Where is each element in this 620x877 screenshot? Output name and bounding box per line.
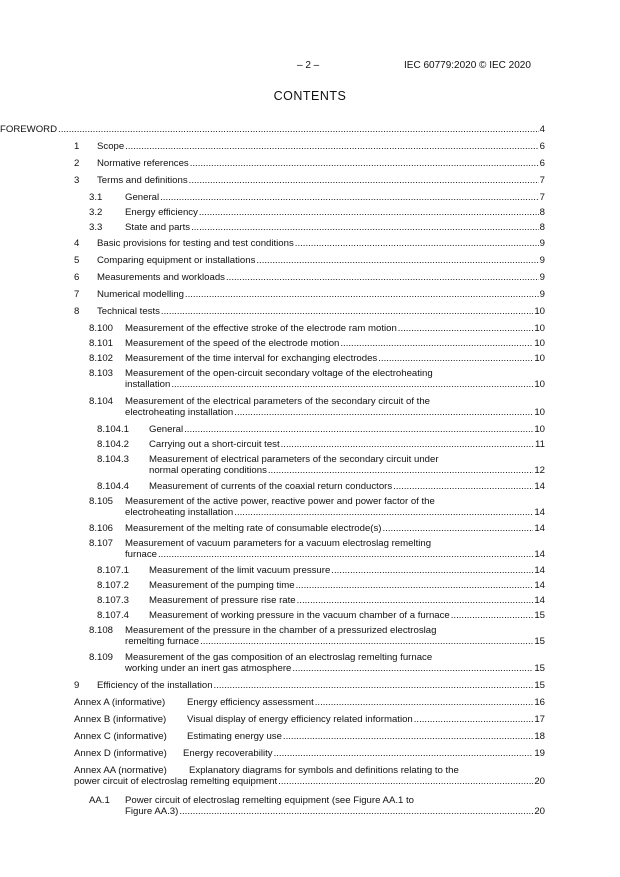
toc-entry-number: 8.100 xyxy=(89,323,114,334)
dot-leader xyxy=(296,580,534,591)
dot-leader xyxy=(398,323,534,334)
dot-leader xyxy=(393,481,533,492)
toc-entry-number: AA.1 xyxy=(89,795,110,806)
toc-entry-page: 14 xyxy=(534,481,545,492)
toc-entry-number: 8.104.3 xyxy=(97,454,130,465)
toc-entry-title: Measurement of the speed of the electrode motion xyxy=(125,338,340,349)
toc-entry-page: 17 xyxy=(534,714,545,725)
toc-entry-number: Annex A (informative) xyxy=(74,697,166,708)
toc-entry-number: 5 xyxy=(74,255,80,266)
toc-entry-title: Measurement of electrical parameters of the secondary circuit under xyxy=(149,454,439,465)
dot-leader xyxy=(414,714,534,725)
toc-entry-title: Measurement of the limit vacuum pressure xyxy=(149,565,331,576)
toc-entry-title: Efficiency of the installation xyxy=(97,680,213,691)
dot-leader xyxy=(158,549,533,560)
toc-entry-number: 8.101 xyxy=(89,338,114,349)
toc-entry-title: Measurement of the pressure in the chamber of a pressurized electroslag xyxy=(125,625,437,636)
toc-entry-number: 7 xyxy=(74,289,80,300)
toc-entry-page: 8 xyxy=(539,207,545,218)
toc-entry-number: 8.107 xyxy=(89,538,114,549)
toc-entry-title: installation xyxy=(125,379,171,391)
dot-leader xyxy=(190,158,539,169)
dot-leader xyxy=(378,353,533,364)
dot-leader xyxy=(185,289,539,300)
toc-entry-number: 8.102 xyxy=(89,353,114,364)
toc-entry-page: 11 xyxy=(535,439,545,450)
toc-entry-title: Numerical modelling xyxy=(97,289,184,300)
toc-entry-title: Measurement of the melting rate of consumable electrode(s) xyxy=(125,523,382,534)
dot-leader xyxy=(281,439,534,450)
dot-leader xyxy=(234,407,533,418)
toc-entry-number: 3.1 xyxy=(89,192,103,203)
toc-entry-number: 8.106 xyxy=(89,523,114,534)
toc-entry-page: 16 xyxy=(534,697,545,708)
toc-entry-title: State and parts xyxy=(125,222,191,233)
toc-entry-title: Measurement of the time interval for exchanging electrodes xyxy=(125,353,378,364)
toc-entry-title: Explanatory diagrams for symbols and definitions relating to the xyxy=(189,765,459,776)
toc-entry-title: Measurement of the electrical parameters of the secondary circuit of the xyxy=(125,396,431,407)
toc-entry-page: 14 xyxy=(534,523,545,534)
toc-entry-number: Annex D (informative) xyxy=(74,748,167,759)
toc-entry-title: Energy efficiency xyxy=(125,207,198,218)
toc-entry-number: 8.103 xyxy=(89,368,114,379)
toc-entry-page: 10 xyxy=(534,338,545,349)
toc-entry-page: 14 xyxy=(534,580,545,591)
toc-entry-page: 10 xyxy=(534,424,545,435)
toc-entry-page: 7 xyxy=(539,175,545,186)
toc-entry-page: 9 xyxy=(539,289,545,300)
toc-entry-number: 8 xyxy=(74,306,80,317)
toc-entry-title: Comparing equipment or installations xyxy=(97,255,256,266)
toc-entry-title: power circuit of electroslag remelting equipment xyxy=(74,776,278,788)
toc-entry-title: Basic provisions for testing and test conditions xyxy=(97,238,294,249)
toc-entry-number: 3.2 xyxy=(89,207,103,218)
toc-entry-title: Measurement of the effective stroke of the electrode ram motion xyxy=(125,323,397,334)
dot-leader xyxy=(297,595,534,606)
toc-entry-page: 6 xyxy=(539,158,545,169)
toc-entry-page: 9 xyxy=(539,238,545,249)
toc-entry-title: Terms and definitions xyxy=(97,175,188,186)
toc-entry-title: FOREWORD xyxy=(0,124,58,135)
toc-entry-page: 10 xyxy=(534,407,545,419)
toc-entry-title: Measurement of the pumping time xyxy=(149,580,295,591)
toc-entry-number: 3.3 xyxy=(89,222,103,233)
toc-entry-page: 20 xyxy=(534,776,545,788)
toc-entry-title: Measurements and workloads xyxy=(97,272,225,283)
toc-entry-number: Annex B (informative) xyxy=(74,714,167,725)
toc-entry-title: Visual display of energy efficiency related information xyxy=(187,714,413,725)
dot-leader xyxy=(331,565,533,576)
dot-leader xyxy=(160,192,539,203)
dot-leader xyxy=(234,507,533,518)
toc-entry-page: 15 xyxy=(534,680,545,691)
toc-entry-number: 9 xyxy=(74,680,80,691)
toc-entry-page: 18 xyxy=(534,731,545,742)
dot-leader xyxy=(340,338,533,349)
dot-leader xyxy=(383,523,534,534)
dot-leader xyxy=(125,141,538,152)
dot-leader xyxy=(58,124,539,135)
toc-entry-title: Measurement of working pressure in the vacuum chamber of a furnace xyxy=(149,610,450,621)
page-title: CONTENTS xyxy=(273,89,347,103)
toc-entry-title: working under an inert gas atmosphere xyxy=(125,663,292,675)
dot-leader xyxy=(184,424,533,435)
toc-entry-page: 10 xyxy=(534,353,545,364)
dot-leader xyxy=(295,238,539,249)
toc-entry-page: 15 xyxy=(534,610,545,621)
toc-entry-number: 8.107.1 xyxy=(97,565,130,576)
dot-leader xyxy=(274,748,534,759)
dot-leader xyxy=(214,680,534,691)
toc-entry-number: 8.107.3 xyxy=(97,595,130,606)
dot-leader xyxy=(161,306,533,317)
toc-entry-page: 10 xyxy=(534,306,545,317)
toc-entry-page: 14 xyxy=(534,595,545,606)
toc-entry-title: electroheating installation xyxy=(125,407,234,419)
toc-entry-page: 14 xyxy=(534,549,545,561)
toc-entry-title: remelting furnace xyxy=(125,636,200,648)
toc-entry-page: 19 xyxy=(534,748,545,759)
toc-entry-title: normal operating conditions xyxy=(149,465,267,477)
dot-leader xyxy=(278,776,533,787)
toc-entry-number: Annex AA (normative) xyxy=(74,765,167,776)
toc-entry-number: 8.104.4 xyxy=(97,481,130,492)
dot-leader xyxy=(315,697,534,708)
toc-entry-number: 8.107.2 xyxy=(97,580,130,591)
toc-entry-title: Measurement of the open-circuit secondary voltage of the electroheating xyxy=(125,368,433,379)
dot-leader xyxy=(283,731,533,742)
dot-leader xyxy=(200,636,533,647)
dot-leader xyxy=(191,222,539,233)
toc-entry-number: 8.107.4 xyxy=(97,610,130,621)
toc-entry-title: General xyxy=(125,192,160,203)
toc-entry-page: 15 xyxy=(534,636,545,648)
toc-entry-number: 8.104.2 xyxy=(97,439,130,450)
toc-entry-number: 1 xyxy=(74,141,80,152)
toc-entry-number: 8.104 xyxy=(89,396,114,407)
dot-leader xyxy=(268,465,533,476)
toc-entry-number: 4 xyxy=(74,238,80,249)
toc-entry-page: 9 xyxy=(539,272,545,283)
toc-entry-page: 14 xyxy=(534,565,545,576)
toc-entry-title: Estimating energy use xyxy=(187,731,282,742)
toc-entry-page: 15 xyxy=(534,663,545,675)
toc-entry-page: 20 xyxy=(534,806,545,818)
toc-entry-title: Measurement of the active power, reactive power and power factor of the xyxy=(125,496,435,507)
toc-entry-title: Technical tests xyxy=(97,306,160,317)
toc-entry-page: 8 xyxy=(539,222,545,233)
standard-reference: IEC 60779:2020 © IEC 2020 xyxy=(404,60,531,71)
toc-entry-number: 8.105 xyxy=(89,496,114,507)
toc-entry-title: Energy efficiency assessment xyxy=(187,697,314,708)
page-number: – 2 – xyxy=(297,60,320,71)
toc-entry-page: 10 xyxy=(534,379,545,391)
toc-entry-number: 8.109 xyxy=(89,652,114,663)
toc-entry-page: 4 xyxy=(539,124,545,135)
toc-entry-title: Measurement of pressure rise rate xyxy=(149,595,296,606)
toc-entry-number: 6 xyxy=(74,272,80,283)
dot-leader xyxy=(256,255,538,266)
toc-entry-page: 12 xyxy=(534,465,545,477)
dot-leader xyxy=(179,806,533,817)
toc-entry-page: 14 xyxy=(534,507,545,519)
toc-entry-number: 8.108 xyxy=(89,625,114,636)
toc-entry-title: Normative references xyxy=(97,158,189,169)
dot-leader xyxy=(226,272,539,283)
toc-entry-title: Figure AA.3) xyxy=(125,806,179,818)
toc-entry-title: Measurement of the gas composition of an electroslag remelting furnace xyxy=(125,652,433,663)
toc-entry-number: Annex C (informative) xyxy=(74,731,167,742)
toc-entry-number: 3 xyxy=(74,175,80,186)
toc-entry-number: 2 xyxy=(74,158,80,169)
dot-leader xyxy=(199,207,539,218)
toc-entry-number: 8.104.1 xyxy=(97,424,130,435)
dot-leader xyxy=(451,610,534,621)
toc-entry-title: Scope xyxy=(97,141,125,152)
dot-leader xyxy=(171,379,533,390)
toc-entry-page: 9 xyxy=(539,255,545,266)
toc-entry-title: Energy recoverability xyxy=(183,748,273,759)
dot-leader xyxy=(292,663,533,674)
toc-entry-title: General xyxy=(149,424,184,435)
toc-entry-page: 7 xyxy=(539,192,545,203)
toc-entry-page: 6 xyxy=(539,141,545,152)
dot-leader xyxy=(189,175,539,186)
toc-entry-title: Measurement of currents of the coaxial return conductors xyxy=(149,481,393,492)
toc-entry-title: Carrying out a short-circuit test xyxy=(149,439,280,450)
toc-entry-title: furnace xyxy=(125,549,157,561)
toc-entry-title: Measurement of vacuum parameters for a vacuum electroslag remelting xyxy=(125,538,432,549)
toc-entry-page: 10 xyxy=(534,323,545,334)
toc-entry-title: Power circuit of electroslag remelting equipment (see Figure AA.1 to xyxy=(125,795,415,806)
toc-entry-title: electroheating installation xyxy=(125,507,234,519)
